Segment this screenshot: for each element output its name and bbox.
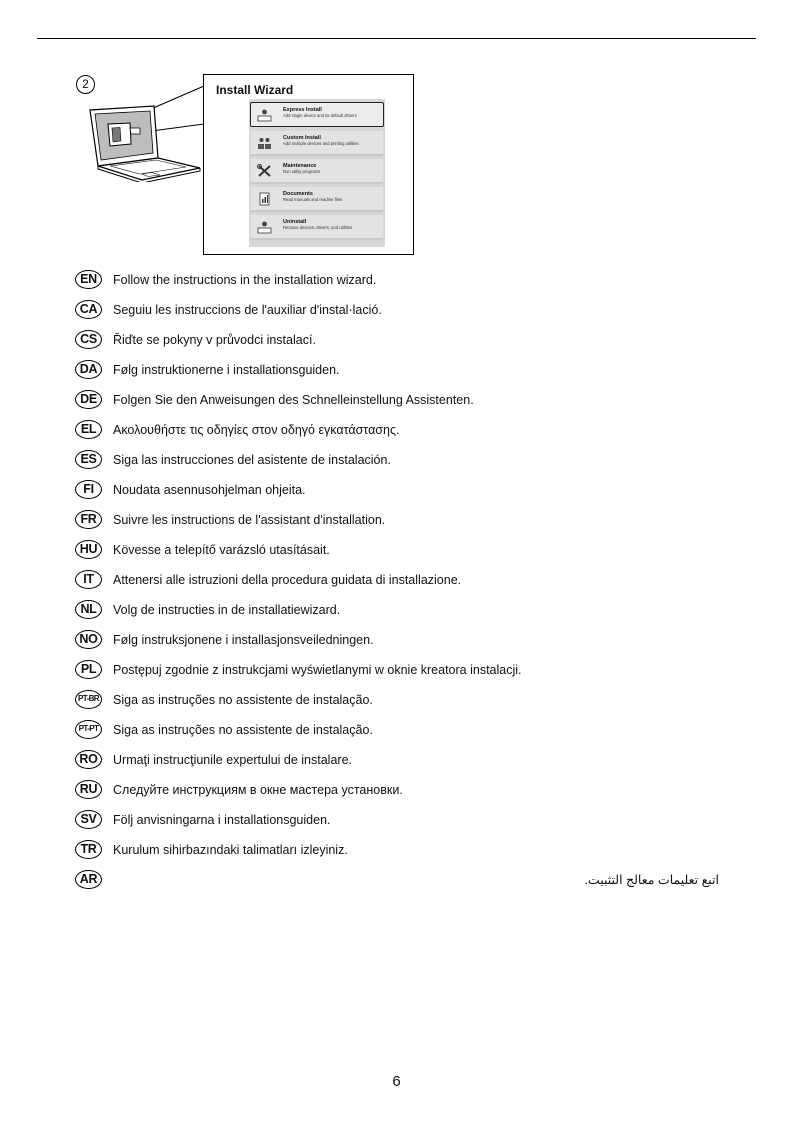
lang-text: Folgen Sie den Anweisungen des Schnelleinstellung Assistenten. xyxy=(113,393,474,407)
laptop-illustration xyxy=(84,104,206,182)
top-rule xyxy=(37,38,756,39)
lang-row-pt-pt xyxy=(75,720,725,742)
lang-text: Ακολουθήστε τις οδηγίες στον οδηγό εγκατάστασης. xyxy=(113,423,400,437)
wizard-item-desc: Add multiple devices and printing utilities xyxy=(283,141,359,146)
tools-icon xyxy=(257,164,272,178)
lang-badge: EN xyxy=(75,270,102,289)
lang-row-fr xyxy=(75,510,725,532)
lang-text: Kurulum sihirbazındaki talimatları izleyiniz. xyxy=(113,843,348,857)
lang-row-it xyxy=(75,570,725,592)
lang-badge: EL xyxy=(75,420,102,439)
wizard-item-maintenance[interactable] xyxy=(251,159,383,184)
wizard-item-name: Uninstall xyxy=(283,219,307,225)
lang-row-ca xyxy=(75,300,725,322)
lang-badge: AR xyxy=(75,870,102,889)
lang-badge: NL xyxy=(75,600,102,619)
lang-row-tr xyxy=(75,840,725,862)
lang-badge: PT-BR xyxy=(75,690,102,709)
lang-badge: IT xyxy=(75,570,102,589)
lang-badge: FR xyxy=(75,510,102,529)
lang-badge: ES xyxy=(75,450,102,469)
lang-text: Følg instruktionerne i installationsguiden. xyxy=(113,363,340,377)
person-icon xyxy=(257,108,272,122)
lang-text: Siga as instruções no assistente de instalação. xyxy=(113,693,373,707)
wizard-item-express-install[interactable] xyxy=(250,102,384,127)
lang-row-nl xyxy=(75,600,725,622)
lang-text: Attenersi alle istruzioni della procedura guidata di installazione. xyxy=(113,573,462,587)
install-wizard-window xyxy=(203,74,414,255)
wizard-item-desc: Remove devices, drivers, and utilities xyxy=(283,225,353,230)
wizard-menu xyxy=(249,99,385,247)
lang-text: Следуйте инструкциям в окне мастера установки. xyxy=(113,783,403,797)
person-remove-icon xyxy=(257,220,272,234)
lang-text: Seguiu les instruccions de l'auxiliar d'instal·lació. xyxy=(113,303,382,317)
lang-badge: NO xyxy=(75,630,102,649)
lang-badge: DA xyxy=(75,360,102,379)
lang-badge: RU xyxy=(75,780,102,799)
lang-row-ar xyxy=(75,870,725,892)
wizard-item-uninstall[interactable] xyxy=(251,215,383,240)
lang-badge: SV xyxy=(75,810,102,829)
lang-row-en xyxy=(75,270,725,292)
lang-badge: PL xyxy=(75,660,102,679)
step-number: 2 xyxy=(76,75,95,94)
wizard-title: Install Wizard xyxy=(216,83,294,97)
lang-row-el xyxy=(75,420,725,442)
lang-badge: PT-PT xyxy=(75,720,102,739)
wizard-item-desc: Read manuals and readme files xyxy=(283,197,343,202)
lang-badge: DE xyxy=(75,390,102,409)
lang-row-hu xyxy=(75,540,725,562)
people-icon xyxy=(257,136,272,150)
lang-row-de xyxy=(75,390,725,412)
wizard-item-desc: Run utility programs xyxy=(283,169,321,174)
wizard-item-desc: Add single device and its default drivers xyxy=(283,113,357,118)
lang-badge: TR xyxy=(75,840,102,859)
lang-row-ro xyxy=(75,750,725,772)
lang-row-es xyxy=(75,450,725,472)
lang-row-da xyxy=(75,360,725,382)
lang-row-ru xyxy=(75,780,725,802)
wizard-item-name: Custom Install xyxy=(283,135,321,141)
lang-text: Följ anvisningarna i installationsguiden. xyxy=(113,813,331,827)
lang-text: Volg de instructies in de installatiewizard. xyxy=(113,603,341,617)
document-icon xyxy=(257,192,272,206)
lang-row-pl xyxy=(75,660,725,682)
wizard-item-name: Documents xyxy=(283,191,313,197)
page-number: 6 xyxy=(392,1073,401,1090)
lang-text: اتبع تعليمات معالج التثبيت. xyxy=(584,873,719,887)
wizard-item-name: Maintenance xyxy=(283,163,317,169)
lang-badge: HU xyxy=(75,540,102,559)
lang-badge: CA xyxy=(75,300,102,319)
lang-row-fi xyxy=(75,480,725,502)
lang-badge: RO xyxy=(75,750,102,769)
lang-row-cs xyxy=(75,330,725,352)
lang-row-pt-br xyxy=(75,690,725,712)
lang-text: Follow the instructions in the installation wizard. xyxy=(113,273,377,287)
lang-text: Noudata asennusohjelman ohjeita. xyxy=(113,483,306,497)
lang-row-no xyxy=(75,630,725,652)
lang-row-sv xyxy=(75,810,725,832)
lang-text: Postępuj zgodnie z instrukcjami wyświetlanymi w oknie kreatora instalacji. xyxy=(113,663,522,677)
wizard-item-custom-install[interactable] xyxy=(251,131,383,156)
wizard-item-documents[interactable] xyxy=(251,187,383,212)
lang-text: Urmaţi instrucţiunile expertului de instalare. xyxy=(113,753,352,767)
lang-badge: CS xyxy=(75,330,102,349)
lang-text: Řiďte se pokyny v průvodci instalací. xyxy=(113,333,316,347)
lang-text: Suivre les instructions de l'assistant d'installation. xyxy=(113,513,386,527)
lang-text: Kövesse a telepítő varázsló utasításait. xyxy=(113,543,330,557)
wizard-item-name: Express Install xyxy=(283,107,322,113)
lang-badge: FI xyxy=(75,480,102,499)
lang-text: Siga las instrucciones del asistente de instalación. xyxy=(113,453,391,467)
lang-text: Følg instruksjonene i installasjonsveiledningen. xyxy=(113,633,374,647)
lang-text: Siga as instruções no assistente de instalação. xyxy=(113,723,373,737)
